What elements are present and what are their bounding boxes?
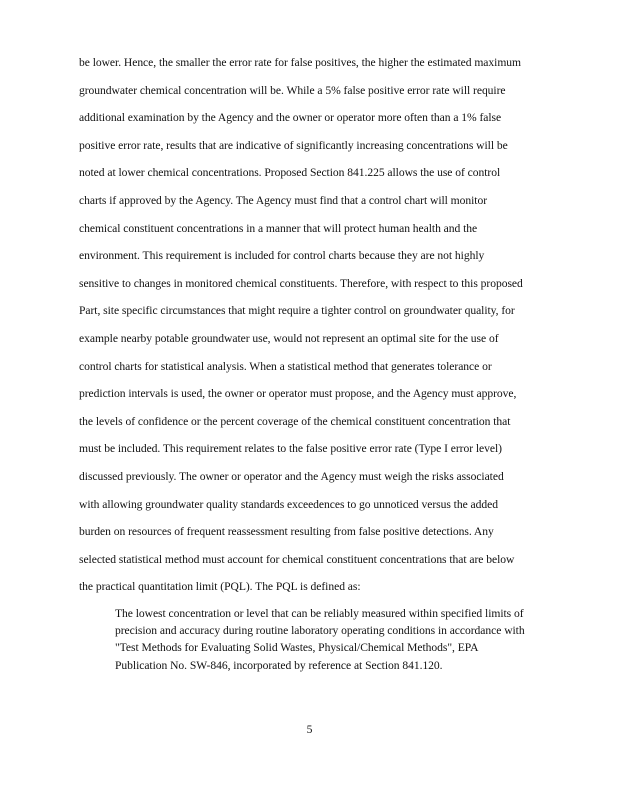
body-line: control charts for statistical analysis. When a statistical method that generates tolerance or — [79, 359, 492, 373]
body-line: the practical quantitation limit (PQL). The PQL is defined as: — [79, 580, 361, 594]
body-line: sensitive to changes in monitored chemical constituents. Therefore, with respect to this proposed — [79, 276, 523, 290]
body-line: Part, site specific circumstances that might require a tighter control on groundwater quality, for — [79, 304, 515, 318]
body-line: noted at lower chemical concentrations. Proposed Section 841.225 allows the use of control — [79, 166, 501, 180]
body-line: charts if approved by the Agency. The Agency must find that a control chart will monitor — [79, 193, 488, 207]
quote-line: "Test Methods for Evaluating Solid Wastes, Physical/Chemical Methods", EPA — [115, 641, 479, 655]
body-line: environment. This requirement is included for control charts because they are not highly — [79, 249, 485, 263]
body-line: be lower. Hence, the smaller the error rate for false positives, the higher the estimated maximum — [79, 56, 521, 69]
body-line: the levels of confidence or the percent coverage of the chemical constituent concentration that — [79, 414, 511, 428]
body-line: prediction intervals is used, the owner or operator must propose, and the Agency must approve, — [79, 387, 517, 401]
quote-line: Publication No. SW-846, incorporated by reference at Section 841.120. — [115, 658, 443, 672]
body-line: with allowing groundwater quality standards exceedences to go unnoticed versus the added — [79, 497, 498, 511]
body-line: discussed previously. The owner or operator and the Agency must weigh the risks associated — [79, 469, 504, 483]
body-line: positive error rate, results that are indicative of significantly increasing concentrations will be — [79, 138, 508, 152]
quote-line: precision and accuracy during routine laboratory operating conditions in accordance with — [115, 624, 525, 638]
body-line: chemical constituent concentrations in a manner that will protect human health and the — [79, 221, 478, 235]
body-line: groundwater chemical concentration will be. While a 5% false positive error rate will require — [79, 83, 506, 97]
body-line: selected statistical method must account for chemical constituent concentrations that are below — [79, 552, 515, 566]
body-line: must be included. This requirement relates to the false positive error rate (Type I error level) — [79, 442, 502, 456]
body-line: example nearby potable groundwater use, would not represent an optimal site for the use of — [79, 331, 499, 345]
body-text — [79, 49, 549, 601]
page-number: 5 — [306, 723, 313, 736]
body-line: burden on resources of frequent reassessment resulting from false positive detections. Any — [79, 525, 494, 539]
block-quote — [115, 605, 555, 674]
body-line: additional examination by the Agency and the owner or operator more often than a 1% false — [79, 111, 502, 125]
quote-line: The lowest concentration or level that can be reliably measured within specified limits of — [115, 607, 524, 620]
